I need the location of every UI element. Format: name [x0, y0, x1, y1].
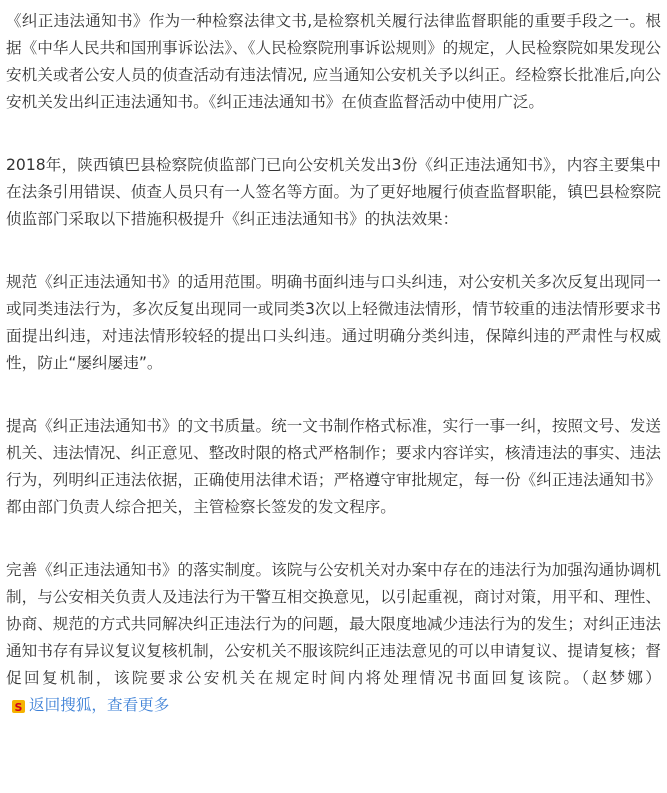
return-to-sohu-link[interactable]: [12, 692, 169, 719]
article-paragraph-5: [6, 557, 661, 721]
return-to-sohu-link-text[interactable]: 返回搜狐，查看更多: [29, 696, 170, 714]
article-paragraph-2: 2018年，陕西镇巴县检察院侦监部门已向公安机关发出3份《纠正违法通知书》，内容主要集中在法条引用错误、侦查人员只有一人签名等方面。为了更好地履行侦查监督职能，镇巴县检察院侦监部门采取以下措施积极提升《纠正违法通知书》的执法效果：: [6, 156, 661, 228]
article-paragraph-1: 《纠正违法通知书》作为一种检察法律文书,是检察机关履行法律监督职能的重要手段之一。根据《中华人民共和国刑事诉讼法》、《人民检察院刑事诉讼规则》的规定，人民检察院如果发现公安机关或者公安人员的侦查活动有违法情况, 应当通知公安机关予以纠正。经检察长批准后,向公安机关发出纠正违法通知书。《纠正违法通知书》在侦查监督活动中使用广泛。: [6, 12, 661, 111]
sohu-logo-icon: [12, 700, 25, 713]
article-paragraph-3: 规范《纠正违法通知书》的适用范围。明确书面纠违与口头纠违，对公安机关多次反复出现同一或同类违法行为，多次反复出现同一或同类3次以上轻微违法情形，情节较重的违法情形要求书面提出纠违，对违法情形较轻的提出口头纠违。通过明确分类纠违，保障纠违的严肃性与权威性，防止“屡纠屡违”。: [6, 273, 661, 372]
article-paragraph-5-text: 完善《纠正违法通知书》的落实制度。该院与公安机关对办案中存在的违法行为加强沟通协调机制，与公安相关负责人及违法行为干警互相交换意见，以引起重视，商讨对策，用平和、理性、协商、规范的方式共同解决纠正违法行为的问题，最大限度地减少违法行为的发生；对纠正违法通知书存有异议复议复核机制，公安机关不服该院纠正违法意见的可以申请复议、提请复核；督促回复机制，该院要求公安机关在规定时间内将处理情况书面回复该院。（赵梦娜）: [6, 561, 661, 687]
article-paragraph-4: 提高《纠正违法通知书》的文书质量。统一文书制作格式标准，实行一事一纠，按照文号、发送机关、违法情况、纠正意见、整改时限的格式严格制作；要求内容详实，核清违法的事实、违法行为，列明纠正违法依据，正确使用法律术语；严格遵守审批规定，每一份《纠正违法通知书》都由部门负责人综合把关，主管检察长签发的发文程序。: [6, 417, 661, 516]
